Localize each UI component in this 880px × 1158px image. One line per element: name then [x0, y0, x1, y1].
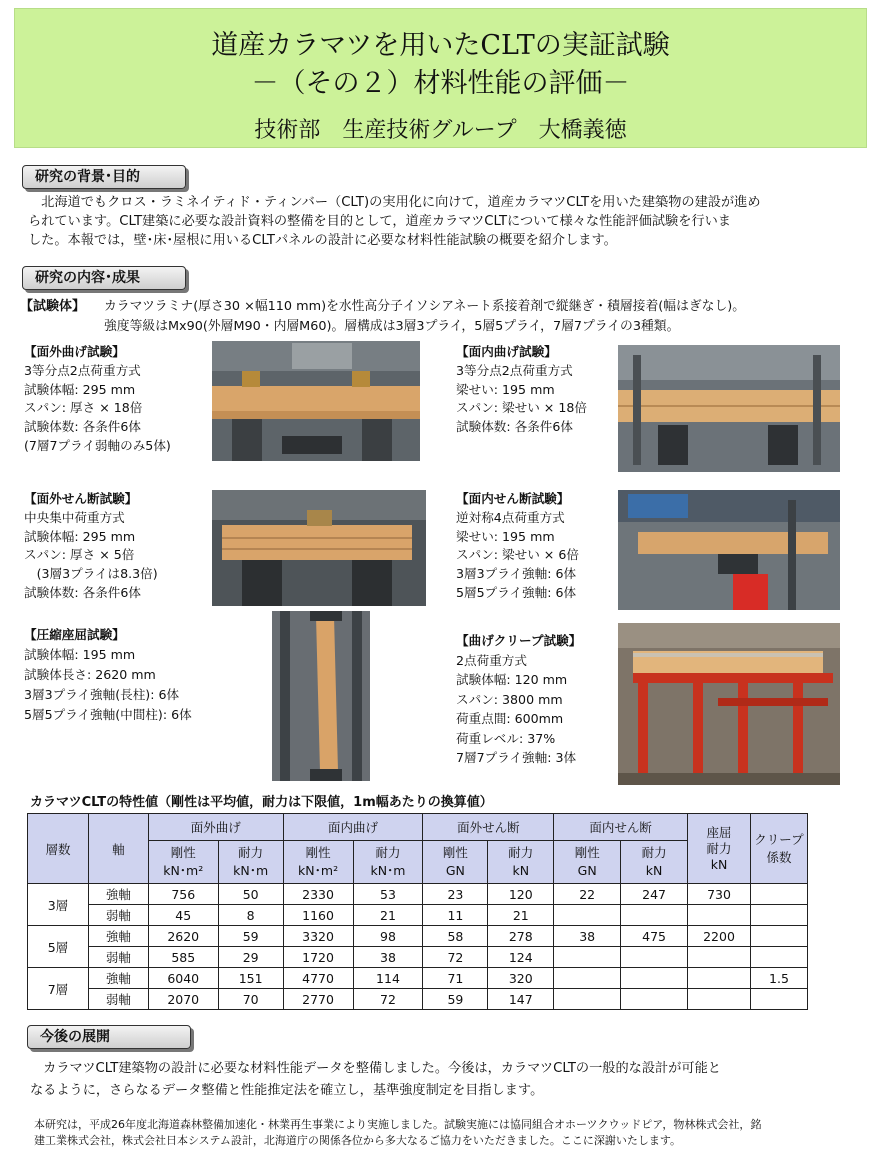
value-cell [750, 989, 807, 1010]
out-bend-line: スパン: 厚さ × 18倍 [24, 400, 143, 416]
value-cell [621, 905, 688, 926]
value-cell: 38 [554, 926, 621, 947]
out-bend-text [24, 343, 171, 456]
value-cell: 756 [148, 884, 218, 905]
axis-cell: 強軸 [88, 968, 148, 989]
value-cell [688, 905, 751, 926]
value-cell [688, 968, 751, 989]
creep-line: スパン: 3800 mm [456, 691, 563, 707]
value-cell: 21 [353, 905, 423, 926]
subheader [148, 841, 218, 884]
in-shear-line: スパン: 梁せい × 6倍 [456, 547, 579, 563]
value-cell: 247 [621, 884, 688, 905]
table-row [28, 926, 808, 947]
out-shear-text [24, 490, 158, 603]
compress-title: 【圧縮座屈試験】 [24, 627, 125, 642]
subheader-unit: kN･m [233, 863, 269, 878]
value-cell: 2070 [148, 989, 218, 1010]
value-cell: 730 [688, 884, 751, 905]
compress-line: 5層5プライ強軸(中間柱): 6体 [24, 707, 192, 722]
header-layers: 層数 [28, 814, 89, 884]
creep-line: 荷重レベル: 37% [456, 730, 556, 746]
value-cell: 124 [488, 947, 554, 968]
subheader-unit: kN･m [370, 863, 406, 878]
value-cell: 320 [488, 968, 554, 989]
out-shear-line: (3層3プライは8.3倍) [24, 566, 158, 582]
compress-line: 試験体幅: 195 mm [24, 647, 136, 662]
value-cell [621, 968, 688, 989]
value-cell: 72 [353, 989, 423, 1010]
table-caption: カラマツCLTの特性値（剛性は平均値，耐力は下限値，1m幅あたりの換算値） [30, 795, 493, 810]
out-shear-line: 試験体数: 各条件6体 [24, 584, 142, 600]
in-bend-text [456, 343, 587, 437]
header-group: 面外曲げ [148, 814, 283, 841]
value-cell [750, 947, 807, 968]
in-bend-line: 梁せい: 195 mm [456, 381, 555, 397]
value-cell [554, 968, 621, 989]
value-cell: 114 [353, 968, 423, 989]
subheader-unit: kN･m² [163, 863, 204, 878]
future-line-2: なるように，さらなるデータ整備と性能推定法を確立し，基準強度制定を目指します。 [30, 1083, 544, 1098]
subheader-label: 剛性 [305, 845, 331, 860]
subheader-label: 耐力 [641, 845, 667, 860]
background-line-3: した。本報では，壁･床･屋根に用いるCLTパネルの設計に必要な材料性能試験の概要を紹介します。 [28, 233, 617, 248]
out-bend-title: 【面外曲げ試験】 [24, 344, 125, 359]
subheader-label: 耐力 [375, 845, 401, 860]
value-cell: 2200 [688, 926, 751, 947]
header-buckling-line: kN [710, 856, 728, 872]
value-cell: 8 [218, 905, 283, 926]
header-creep-line: 係数 [766, 849, 792, 865]
creep-title: 【曲げクリープ試験】 [456, 633, 582, 648]
out-bend-line: 3等分点2点荷重方式 [24, 362, 141, 378]
out-shear-line: 中央集中荷重方式 [24, 509, 125, 525]
in-bend-line: スパン: 梁せい × 18倍 [456, 400, 587, 416]
header-creep [750, 814, 807, 884]
value-cell: 278 [488, 926, 554, 947]
out-shear-line: スパン: 厚さ × 5倍 [24, 547, 135, 563]
in-shear-line: 3層3プライ強軸: 6体 [456, 566, 577, 582]
future-heading: 今後の展開 [27, 1025, 191, 1049]
value-cell: 38 [353, 947, 423, 968]
subheader [218, 841, 283, 884]
header-group: 面内せん断 [554, 814, 688, 841]
value-cell: 11 [423, 905, 488, 926]
compress-line: 3層3プライ強軸(長柱): 6体 [24, 687, 180, 702]
table-row [28, 905, 808, 926]
acknowledgement-line-2: 建工業株式会社，株式会社日本システム設計，北海道庁の関係各位から多大なるご協力をいただきました。ここに深謝いたします。 [34, 1134, 682, 1147]
creep-line: 荷重点間: 600mm [456, 711, 564, 726]
value-cell [621, 947, 688, 968]
creep-photo [618, 623, 840, 785]
value-cell: 151 [218, 968, 283, 989]
subheader-label: 剛性 [442, 845, 468, 860]
value-cell: 21 [488, 905, 554, 926]
specimen-line-1: カラマツラミナ(厚さ30 ×幅110 mm)を水性高分子イソシアネート系接着剤で縦継ぎ・積層接着(幅はぎなし)。 [104, 299, 746, 314]
table-row [28, 947, 808, 968]
out-shear-photo [212, 490, 426, 606]
background-line-1: 北海道でもクロス・ラミネイティド・ティンバー（CLT)の実用化に向けて，道産カラマツCLTを用いた建築物の建設が進め [28, 195, 761, 210]
value-cell [554, 905, 621, 926]
out-bend-photo [212, 341, 420, 461]
value-cell: 4770 [283, 968, 353, 989]
axis-cell: 強軸 [88, 884, 148, 905]
in-bend-line: 3等分点2点荷重方式 [456, 362, 573, 378]
table-body [28, 884, 808, 1010]
subheader-unit: GN [445, 863, 465, 878]
in-bend-photo [618, 345, 840, 472]
author-line: 技術部 生産技術グループ 大橋義徳 [254, 118, 627, 143]
value-cell: 120 [488, 884, 554, 905]
layer-cell: 5層 [28, 926, 89, 968]
header-group: 面内曲げ [283, 814, 423, 841]
out-shear-title: 【面外せん断試験】 [24, 491, 138, 506]
axis-cell: 強軸 [88, 926, 148, 947]
value-cell: 6040 [148, 968, 218, 989]
out-bend-line: (7層7プライ弱軸のみ5体) [24, 437, 171, 453]
value-cell [554, 947, 621, 968]
results-heading: 研究の内容･成果 [22, 266, 186, 290]
value-cell: 50 [218, 884, 283, 905]
in-shear-line: 5層5プライ強軸: 6体 [456, 584, 577, 600]
value-cell: 2620 [148, 926, 218, 947]
header-buckling [688, 814, 751, 884]
value-cell: 1720 [283, 947, 353, 968]
header-group: 面外せん断 [423, 814, 554, 841]
table-row [28, 989, 808, 1010]
specimen-line-2: 強度等級はMx90(外層M90・内層M60)。層構成は3層3プライ，5層5プライ，7層7プライの3種類。 [104, 319, 680, 334]
subheader-unit: kN [512, 863, 530, 878]
value-cell: 147 [488, 989, 554, 1010]
value-cell: 1.5 [750, 968, 807, 989]
axis-cell: 弱軸 [88, 905, 148, 926]
value-cell: 59 [423, 989, 488, 1010]
value-cell: 3320 [283, 926, 353, 947]
subheader [554, 841, 621, 884]
future-line-1: カラマツCLT建築物の設計に必要な材料性能データを整備しました。今後は，カラマツCLTの一般的な設計が可能と [30, 1061, 721, 1076]
value-cell: 45 [148, 905, 218, 926]
background-line-2: られています。CLT建築に必要な設計資料の整備を目的として，道産カラマツCLTについて様々な性能評価試験を行いま [28, 214, 731, 229]
subheader-unit: GN [577, 863, 597, 878]
creep-line: 7層7プライ強軸: 3体 [456, 750, 577, 765]
title-line-2: －（その２）材料性能の評価－ [251, 68, 630, 99]
value-cell [750, 884, 807, 905]
properties-table [27, 813, 808, 1010]
compression-photo [272, 611, 370, 781]
creep-line: 試験体幅: 120 mm [456, 672, 568, 687]
in-shear-line: 逆対称4点荷重方式 [456, 509, 565, 525]
value-cell: 2770 [283, 989, 353, 1010]
value-cell: 2330 [283, 884, 353, 905]
value-cell [688, 947, 751, 968]
header-buckling-line: 座屈 [706, 824, 732, 840]
subheader-label: 剛性 [170, 845, 196, 860]
out-shear-line: 試験体幅: 295 mm [24, 528, 136, 544]
subheader-unit: kN･m² [298, 863, 339, 878]
out-bend-line: 試験体数: 各条件6体 [24, 419, 142, 435]
header-buckling-line: 耐力 [706, 840, 732, 856]
specimen-label: 【試験体】 [20, 299, 86, 314]
subheader-label: 剛性 [574, 845, 600, 860]
creep-text [456, 631, 581, 768]
value-cell [750, 905, 807, 926]
creep-line: 2点荷重方式 [456, 652, 527, 668]
background-text [28, 193, 868, 250]
value-cell: 71 [423, 968, 488, 989]
in-bend-title: 【面内曲げ試験】 [456, 344, 557, 359]
value-cell: 72 [423, 947, 488, 968]
out-bend-line: 試験体幅: 295 mm [24, 381, 136, 397]
axis-cell: 弱軸 [88, 947, 148, 968]
subheader [353, 841, 423, 884]
axis-cell: 弱軸 [88, 989, 148, 1010]
value-cell: 59 [218, 926, 283, 947]
value-cell: 53 [353, 884, 423, 905]
acknowledgement-line-1: 本研究は，平成26年度北海道森林整備加速化・林業再生事業により実施しました。試験実施には協同組合オホーツクウッドピア，物林株式会社，銘 [34, 1118, 762, 1131]
in-shear-line: 梁せい: 195 mm [456, 528, 555, 544]
value-cell: 1160 [283, 905, 353, 926]
value-cell: 29 [218, 947, 283, 968]
value-cell: 475 [621, 926, 688, 947]
in-shear-title: 【面内せん断試験】 [456, 491, 570, 506]
acknowledgement [34, 1117, 874, 1149]
in-shear-photo [618, 490, 840, 610]
in-bend-line: 試験体数: 各条件6体 [456, 419, 574, 435]
header-creep-line: クリープ [754, 831, 804, 847]
value-cell [688, 989, 751, 1010]
value-cell: 585 [148, 947, 218, 968]
subheader [621, 841, 688, 884]
future-text [30, 1058, 870, 1102]
subheader-label: 耐力 [238, 845, 264, 860]
title-banner [14, 8, 867, 148]
header-axis: 軸 [88, 814, 148, 884]
layer-cell: 7層 [28, 968, 89, 1010]
layer-cell: 3層 [28, 884, 89, 926]
value-cell [750, 926, 807, 947]
title-line-1: 道産カラマツを用いたCLTの実証試験 [211, 30, 670, 61]
in-shear-text [456, 490, 579, 603]
compress-line: 試験体長さ: 2620 mm [24, 667, 156, 682]
value-cell: 58 [423, 926, 488, 947]
subheader [488, 841, 554, 884]
value-cell [554, 989, 621, 1010]
subheader [423, 841, 488, 884]
value-cell [621, 989, 688, 1010]
background-heading: 研究の背景･目的 [22, 165, 186, 189]
table-row [28, 884, 808, 905]
compress-text [24, 625, 192, 725]
table-row [28, 968, 808, 989]
value-cell: 98 [353, 926, 423, 947]
subheader [283, 841, 353, 884]
value-cell: 70 [218, 989, 283, 1010]
value-cell: 22 [554, 884, 621, 905]
value-cell: 23 [423, 884, 488, 905]
subheader-label: 耐力 [508, 845, 534, 860]
subheader-unit: kN [645, 863, 663, 878]
